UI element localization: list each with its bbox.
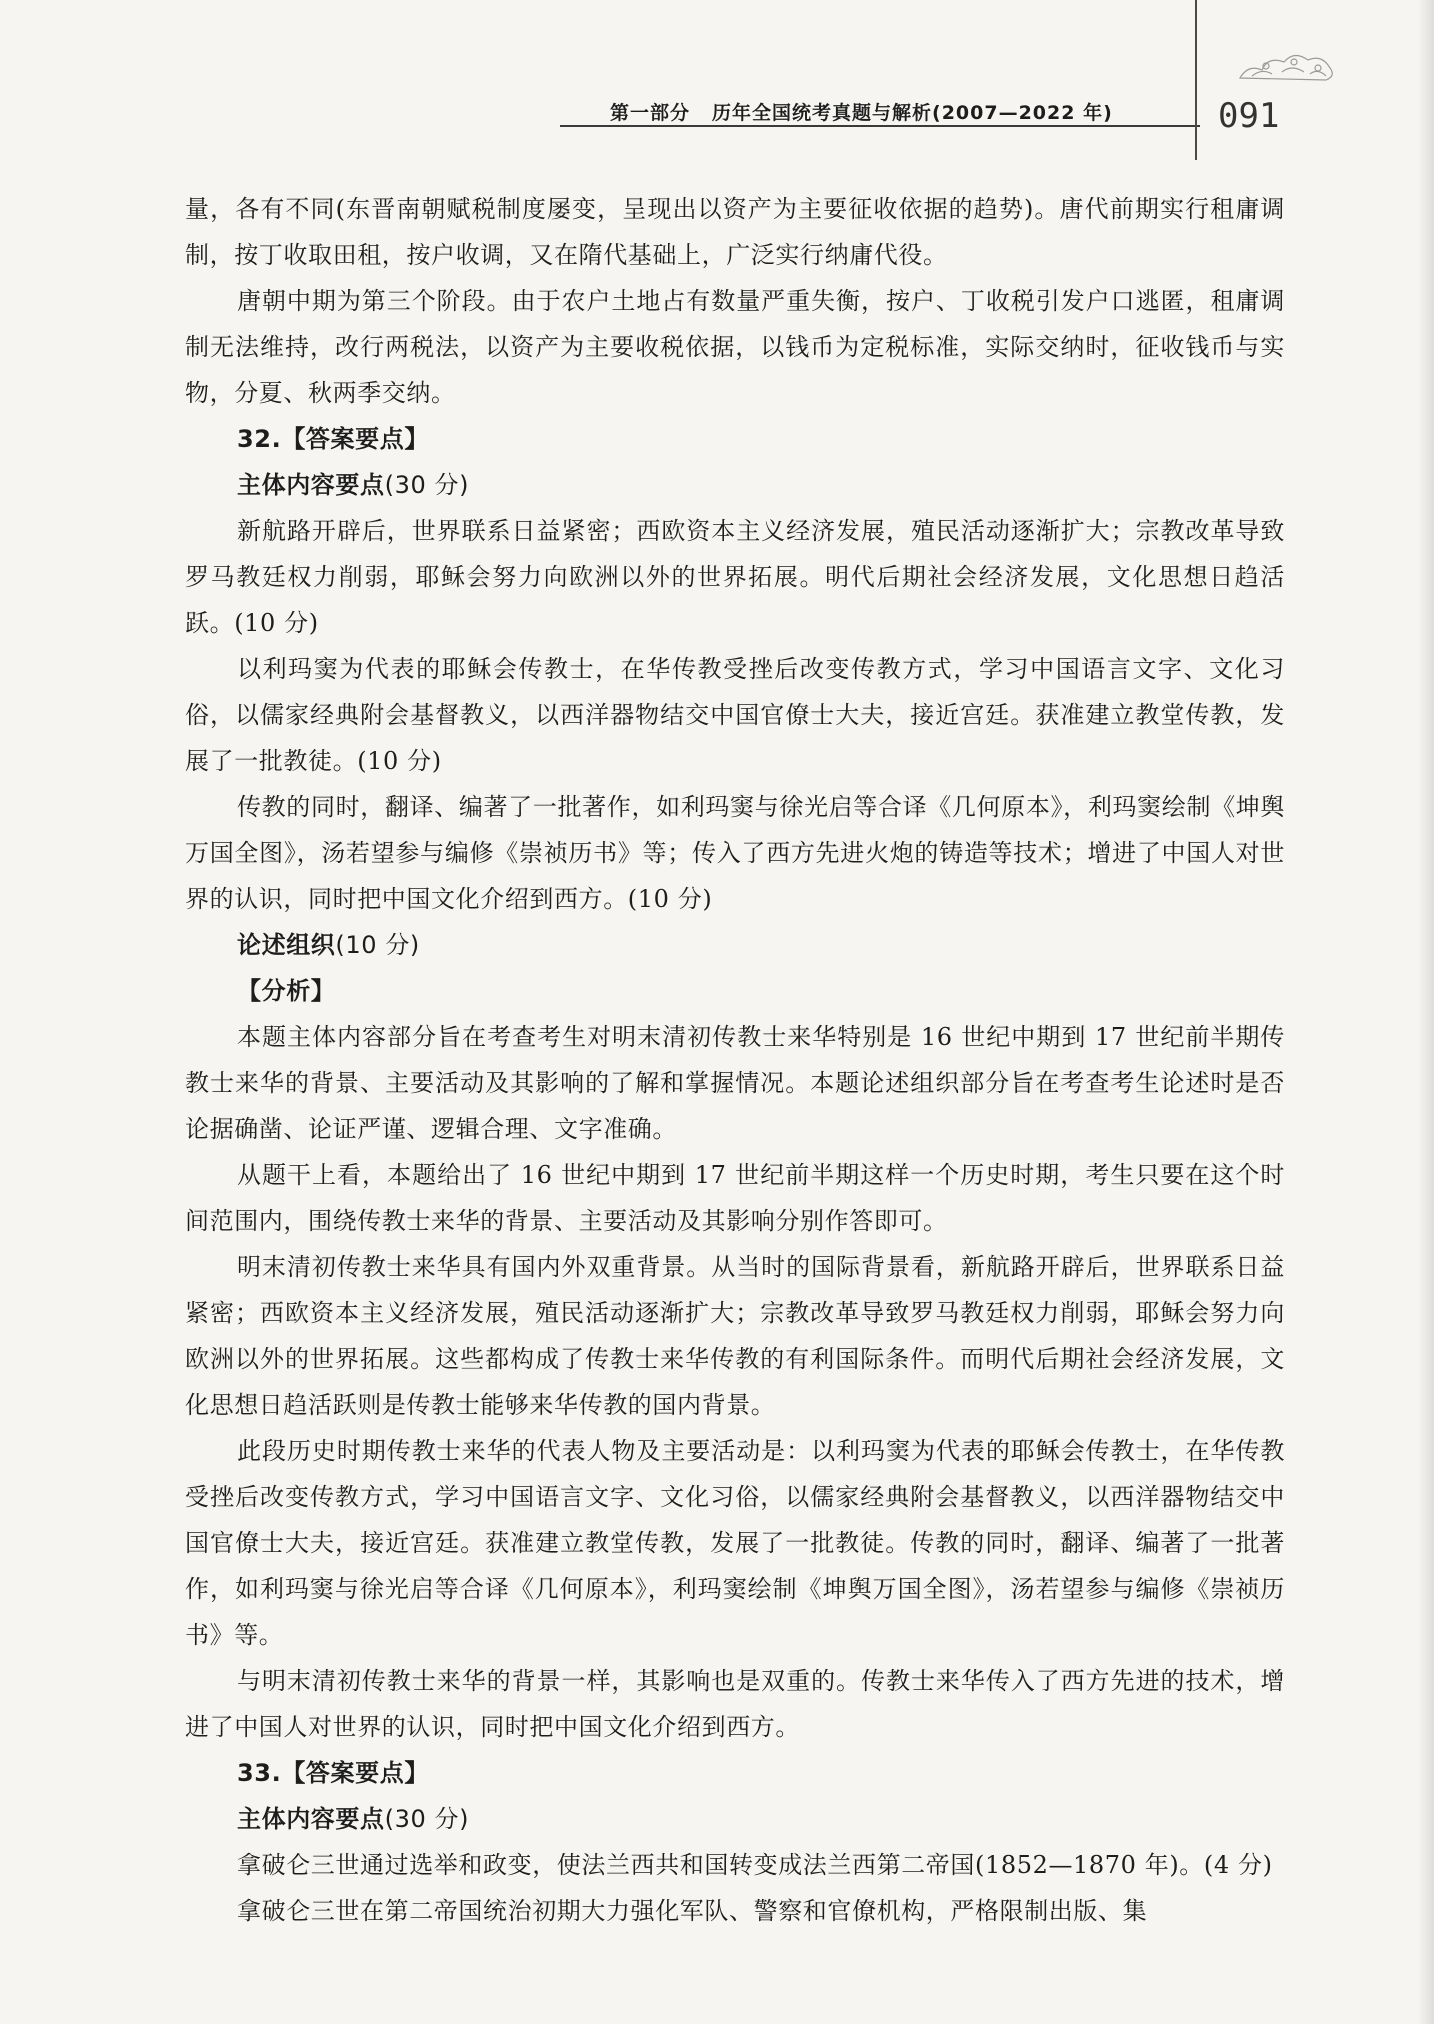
- subheading-main-points-33-score: (30 分): [384, 1805, 470, 1833]
- subheading-main-points-33-text: 主体内容要点: [237, 1805, 385, 1833]
- para-analysis-3: 明末清初传教士来华具有国内外双重背景。从当时的国际背景看，新航路开辟后，世界联系日益紧密；西欧资本主义经济发展，殖民活动逐渐扩大；宗教改革导致罗马教廷权力削弱，耶稣会努力向欧洲以外的世界拓展。这些都构成了传教士来华传教的有利国际条件。而明代后期社会经济发展，文化思想日趋活跃则是传教士能够来华传教的国内背景。: [185, 1253, 1285, 1419]
- page-number: 091: [1218, 96, 1280, 136]
- para-continued-1: 量，各有不同(东晋南朝赋税制度屡变，呈现出以资产为主要征收依据的趋势)。唐代前期实行租庸调制，按丁收取田租，按户收调，又在隋代基础上，广泛实行纳庸代役。: [185, 195, 1285, 269]
- answer-heading-33-text: 33.【答案要点】: [237, 1759, 429, 1787]
- analysis-heading-32: [185, 968, 1285, 1014]
- header-rule: [560, 125, 1200, 127]
- running-head: [610, 98, 1135, 125]
- cloud-ornament-icon: [1232, 44, 1342, 88]
- part-label: 第一部分: [610, 102, 691, 124]
- para-33-control: 拿破仑三世在第二帝国统治初期大力强化军队、警察和官僚机构，严格限制出版、集: [237, 1897, 1148, 1925]
- subheading-organization-32-score: (10 分): [335, 931, 420, 959]
- para-32-influence: 传教的同时，翻译、编著了一批著作，如利玛窦与徐光启等合译《几何原本》，利玛窦绘制《坤舆万国全图》，汤若望参与编修《崇祯历书》等；传入了西方先进火炮的铸造等技术；增进了中国人对世界的认识，同时把中国文化介绍到西方。(10 分): [185, 793, 1285, 913]
- subheading-main-points-32-score: (30 分): [384, 471, 470, 499]
- analysis-heading-32-text: 【分析】: [237, 977, 336, 1005]
- para-32-background: 新航路开辟后，世界联系日益紧密；西欧资本主义经济发展，殖民活动逐渐扩大；宗教改革导致罗马教廷权力削弱，耶稣会努力向欧洲以外的世界拓展。明代后期社会经济发展，文化思想日趋活跃。(10 分): [185, 517, 1285, 637]
- subheading-main-points-33: [185, 1796, 1285, 1842]
- para-33-empire: 拿破仑三世通过选举和政变，使法兰西共和国转变成法兰西第二帝国(1852—1870 年)。(4 分): [237, 1851, 1273, 1879]
- subheading-organization-32-text: 论述组织: [237, 931, 336, 959]
- para-analysis-5: 与明末清初传教士来华的背景一样，其影响也是双重的。传教士来华传入了西方先进的技术，增进了中国人对世界的认识，同时把中国文化介绍到西方。: [185, 1667, 1285, 1741]
- para-tang-mid: 唐朝中期为第三个阶段。由于农户土地占有数量严重失衡，按户、丁收税引发户口逃匿，租庸调制无法维持，改行两税法，以资产为主要收税依据，以钱币为定税标准，实际交纳时，征收钱币与实物，分夏、秋两季交纳。: [185, 287, 1285, 407]
- body-text: [185, 186, 1285, 1934]
- para-analysis-2: 从题干上看，本题给出了 16 世纪中期到 17 世纪前半期这样一个历史时期，考生只要在这个时间范围内，围绕传教士来华的背景、主要活动及其影响分别作答即可。: [185, 1161, 1285, 1235]
- subheading-main-points-32: [185, 462, 1285, 508]
- answer-heading-32-text: 32.【答案要点】: [237, 425, 429, 453]
- para-analysis-1: 本题主体内容部分旨在考查考生对明末清初传教士来华特别是 16 世纪中期到 17 世纪前半期传教士来华的背景、主要活动及其影响的了解和掌握情况。本题论述组织部分旨在考查考生论述时是否论据确凿、论证严谨、逻辑合理、文字准确。: [185, 1023, 1285, 1143]
- book-title: 历年全国统考真题与解析(2007—2022 年): [712, 102, 1113, 124]
- page-edge-shadow: [1418, 0, 1434, 2024]
- answer-heading-33: [185, 1750, 1285, 1796]
- para-analysis-4: 此段历史时期传教士来华的代表人物及主要活动是：以利玛窦为代表的耶稣会传教士，在华传教受挫后改变传教方式，学习中国语言文字、文化习俗，以儒家经典附会基督教义，以西洋器物结交中国官僚士大夫，接近宫廷。获准建立教堂传教，发展了一批教徒。传教的同时，翻译、编著了一批著作，如利玛窦与徐光启等合译《几何原本》，利玛窦绘制《坤舆万国全图》，汤若望参与编修《崇祯历书》等。: [185, 1437, 1285, 1649]
- para-32-activities: 以利玛窦为代表的耶稣会传教士，在华传教受挫后改变传教方式，学习中国语言文字、文化习俗，以儒家经典附会基督教义，以西洋器物结交中国官僚士大夫，接近宫廷。获准建立教堂传教，发展了一批教徒。(10 分): [185, 655, 1285, 775]
- subheading-organization-32: [185, 922, 1285, 968]
- answer-heading-32: [185, 416, 1285, 462]
- subheading-main-points-32-text: 主体内容要点: [237, 471, 385, 499]
- margin-rule: [1195, 0, 1197, 160]
